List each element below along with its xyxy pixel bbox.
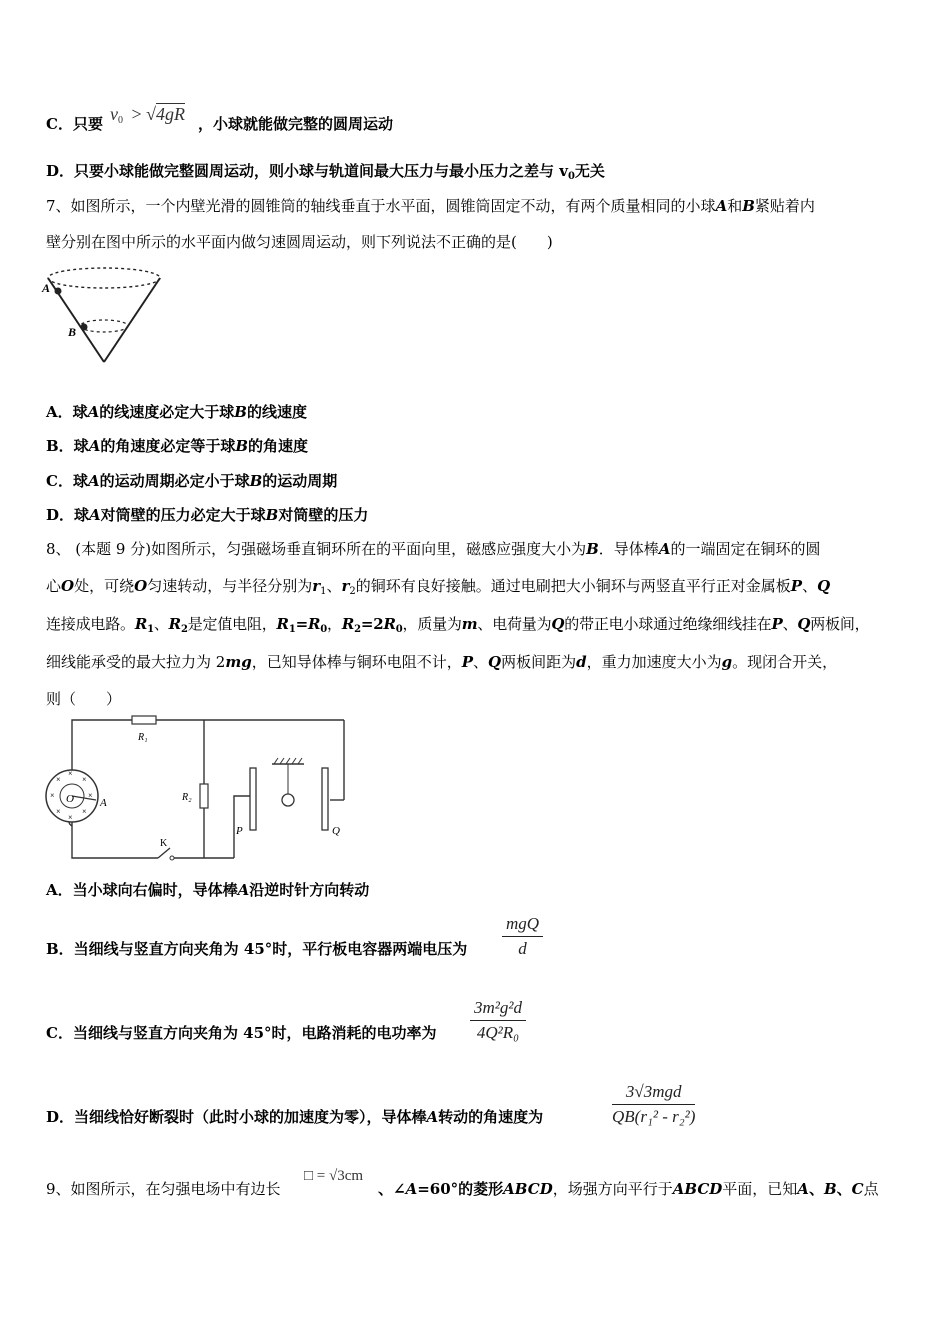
fraction-power	[470, 998, 526, 1043]
q8-option-a	[46, 880, 369, 900]
field-mark: ×	[82, 807, 87, 816]
q8-option-d	[46, 1107, 543, 1127]
var-b: B	[823, 1180, 837, 1198]
stem-text: 点	[863, 1180, 879, 1198]
sub: 0	[567, 171, 575, 182]
var-a: A	[87, 403, 100, 421]
label-a: A	[42, 281, 51, 295]
var-r: R	[276, 615, 289, 633]
var-mg: mg	[225, 653, 252, 671]
var-b: B	[249, 472, 263, 490]
stem-text: 、电荷量为	[477, 615, 552, 633]
sep: 、	[808, 1180, 824, 1198]
q9-stem-line1	[46, 1179, 281, 1199]
math-sub: 0	[118, 115, 123, 126]
var-o: O	[61, 577, 75, 595]
math-gt: >	[131, 104, 142, 124]
var-r1: r	[312, 577, 321, 595]
var-q: Q	[797, 615, 811, 633]
sep: 、	[473, 653, 489, 671]
sep: 、	[802, 577, 818, 595]
resistor-r2	[200, 784, 208, 808]
stem-text: 两板间，	[810, 615, 870, 633]
label-o: O	[66, 793, 74, 805]
switch-k	[158, 848, 170, 858]
var-c: C	[851, 1180, 864, 1198]
stem-text: ，重力加速度大小为	[586, 653, 722, 671]
ball	[282, 794, 294, 806]
opt-mid: 对筒壁的压力必定大于球	[100, 506, 266, 524]
var-a: A	[88, 437, 101, 455]
label-b: B	[68, 325, 77, 339]
opt-text: B．当细线与竖直方向夹角为 45°时，平行板电容器两端电压为	[46, 940, 468, 958]
q8-stem-line4	[46, 652, 837, 672]
opt-text: 沿逆时针方向转动	[249, 881, 370, 899]
denominator: QB(r₁² - r₂²)	[612, 1107, 696, 1126]
var-abcd: ABCD	[672, 1180, 723, 1198]
opt-mid: 的线速度必定大于球	[99, 403, 235, 421]
stem-text: 紧贴着内	[754, 197, 815, 215]
var-b: B	[742, 197, 755, 215]
opt-mid: 的运动周期必定小于球	[99, 472, 250, 490]
q7-option-c	[46, 471, 337, 491]
opt-end: 的线速度	[246, 403, 307, 421]
math-sqrt: √	[146, 104, 157, 124]
opt-text: D．当细线恰好断裂时（此时小球的加速度为零），导体棒	[46, 1108, 427, 1126]
q7-option-a	[46, 402, 307, 422]
var-b: B	[234, 403, 247, 421]
label-a: A	[100, 797, 107, 809]
opt-pre: D．球	[46, 506, 90, 524]
sep: 、	[326, 577, 342, 595]
numerator: mgQ	[506, 914, 540, 933]
math-v0-gt-sqrt4gR	[110, 104, 198, 125]
stem-text: 的铜环有良好接触。通过电刷把大小铜环与两竖直平行正对金属板	[355, 577, 791, 595]
opt-mid: 的角速度必定等于球	[100, 437, 236, 455]
sep: 、	[782, 615, 798, 633]
stem-text: =60°的菱形	[417, 1180, 504, 1198]
circuit-figure	[40, 712, 360, 864]
q6-option-d	[46, 161, 605, 181]
sub: 1	[320, 586, 327, 597]
sub: 1	[147, 624, 154, 635]
var-p: P	[771, 615, 783, 633]
stem-text: 平面，已知	[722, 1180, 798, 1198]
opt-text: 转动的角速度为	[438, 1108, 544, 1126]
math-v: v	[110, 104, 118, 124]
eq: =	[295, 615, 308, 633]
q8-stem-line1	[46, 539, 820, 559]
numerator: 3√3mgd	[625, 1082, 682, 1101]
ball-b	[81, 324, 88, 331]
var-b: B	[235, 437, 249, 455]
plate-q	[322, 768, 328, 830]
stem-text: ，已知导体棒与铜环电阻不计，	[251, 653, 462, 671]
sub: 0	[395, 624, 403, 635]
stem-text: 壁分别在图中所示的水平面内做匀速圆周运动，则下列说法不正确的是( )	[46, 233, 553, 251]
var-o: O	[134, 577, 148, 595]
field-mark: ×	[56, 775, 61, 784]
q7-option-d	[46, 505, 368, 525]
var-r: R	[383, 615, 396, 633]
cone-figure	[36, 260, 166, 370]
q6-option-c	[46, 114, 103, 134]
var-a: A	[405, 1180, 418, 1198]
stem-text: 是定值电阻，	[187, 615, 277, 633]
math-radicand: 4gR	[156, 104, 186, 124]
wire-bottom	[72, 822, 158, 858]
var-r2: r	[341, 577, 350, 595]
var-p: P	[790, 577, 803, 595]
fraction-mgq-over-d	[502, 914, 543, 959]
stem-text: 的带正电小球通过绝缘细线挂在	[564, 615, 772, 633]
opt-text: C．当细线与竖直方向夹角为 45°时，电路消耗的电功率为	[46, 1024, 437, 1042]
q8-option-b	[46, 939, 467, 959]
stem-text: 心	[46, 577, 62, 595]
var-a: A	[658, 540, 671, 558]
plate-p	[250, 768, 256, 830]
stem-text: 。现闭合开关，	[732, 653, 838, 671]
opt-end: 的运动周期	[262, 472, 338, 490]
label-r1: R₁	[138, 732, 148, 743]
label-q: Q	[332, 825, 340, 837]
stem-text: ，场强方向平行于	[552, 1180, 673, 1198]
option-text: D．只要小球能做完整圆周运动，则小球与轨道间最大压力与最小压力之差与 v	[46, 162, 568, 180]
var-b: B	[586, 540, 599, 558]
switch-contact	[170, 856, 174, 860]
var-r: R	[134, 615, 148, 633]
var-r: R	[341, 615, 355, 633]
stem-text: ．导体棒	[598, 540, 659, 558]
var-q: Q	[488, 653, 502, 671]
var-r: R	[307, 615, 321, 633]
var-a: A	[715, 197, 728, 215]
opt-pre: C．球	[46, 472, 88, 490]
opt-text: A．当小球向右偏时，导体棒	[46, 881, 238, 899]
var-b: B	[265, 506, 279, 524]
q8-option-c	[46, 1023, 437, 1043]
numerator: 3m²g²d	[474, 998, 522, 1017]
var-d: d	[576, 653, 587, 671]
sep: ，	[327, 615, 342, 633]
var-a: A	[797, 1180, 809, 1198]
opt-end: 对筒壁的压力	[278, 506, 369, 524]
q8-stem-line2	[46, 576, 830, 596]
var-q: Q	[817, 577, 831, 595]
opt-pre: A．球	[46, 403, 88, 421]
stem-text: 的一端固定在铜环的圆	[670, 540, 821, 558]
q8-stem-line5	[46, 689, 121, 709]
option-text-tail: 无关	[574, 162, 605, 180]
var-m: m	[461, 615, 478, 633]
field-mark: ×	[56, 807, 61, 816]
field-mark: ×	[68, 813, 73, 822]
stem-text: 处，可绕	[74, 577, 135, 595]
ball-a	[55, 288, 62, 295]
eq: =2	[360, 615, 384, 633]
var-p: P	[461, 653, 473, 671]
sub: 2	[354, 624, 361, 635]
opt-end: 的角速度	[248, 437, 309, 455]
q8-stem-line3	[46, 614, 869, 634]
var-abcd: ABCD	[503, 1180, 553, 1198]
var-a: A	[87, 472, 100, 490]
math-side-length	[304, 1168, 363, 1185]
stem-text: 7、如图所示，一个内壁光滑的圆锥筒的轴线垂直于水平面，圆锥筒固定不动，有两个质量相同的小球	[46, 197, 716, 215]
opt-pre: B．球	[46, 437, 89, 455]
wire-top	[72, 720, 132, 774]
q6-option-c-tail	[198, 114, 393, 134]
q7-stem-line1	[46, 196, 815, 216]
sub: 2	[349, 586, 356, 597]
var-a: A	[237, 881, 250, 899]
q7-stem-line2	[46, 232, 553, 252]
stem-text: 匀速转动，与半径分别为	[147, 577, 313, 595]
var-a: A	[89, 506, 101, 524]
stem-text: 、∠	[378, 1180, 406, 1198]
var-r: R	[168, 615, 181, 633]
stem-text: ，质量为	[402, 615, 462, 633]
stem-text: 则（ ）	[46, 690, 122, 708]
sub: 1	[288, 624, 296, 635]
denominator: d	[518, 939, 527, 958]
sub: 2	[180, 624, 188, 635]
label-k: K	[160, 838, 168, 849]
stem-text: 8、 (本题 9 分)如图所示，匀强磁场垂直铜环所在的平面向里，磁感应强度大小为	[46, 540, 587, 558]
label-r2: R₂	[182, 792, 192, 803]
stem-text: 两板间距为	[501, 653, 577, 671]
var-g: g	[721, 653, 733, 671]
math-expr: □ = √3cm	[304, 1168, 364, 1184]
field-mark: ×	[50, 791, 55, 800]
var-a: A	[426, 1108, 439, 1126]
resistor-r1	[132, 716, 156, 724]
cone-rim	[48, 268, 160, 288]
stem-text: 细线能承受的最大拉力为 2	[46, 653, 226, 671]
field-mark: ×	[68, 769, 73, 778]
sub: 0	[320, 624, 327, 635]
denominator: 4Q²R₀	[476, 1023, 520, 1042]
option-label: C．只要	[46, 115, 103, 133]
sep: 、	[836, 1180, 852, 1198]
stem-text: 9、如图所示，在匀强电场中有边长	[46, 1180, 281, 1198]
var-q: Q	[551, 615, 565, 633]
stem-text: 连接成电路。	[46, 615, 135, 633]
q7-option-b	[46, 436, 308, 456]
option-text: ，小球就能做完整的圆周运动	[198, 115, 394, 133]
field-mark: ×	[82, 775, 87, 784]
fraction-omega	[612, 1082, 695, 1127]
field-mark: ×	[88, 791, 93, 800]
stem-and: 和	[727, 197, 743, 215]
sep: 、	[153, 615, 169, 633]
q9-stem-line1-tail	[378, 1179, 879, 1199]
label-p: P	[236, 825, 243, 837]
